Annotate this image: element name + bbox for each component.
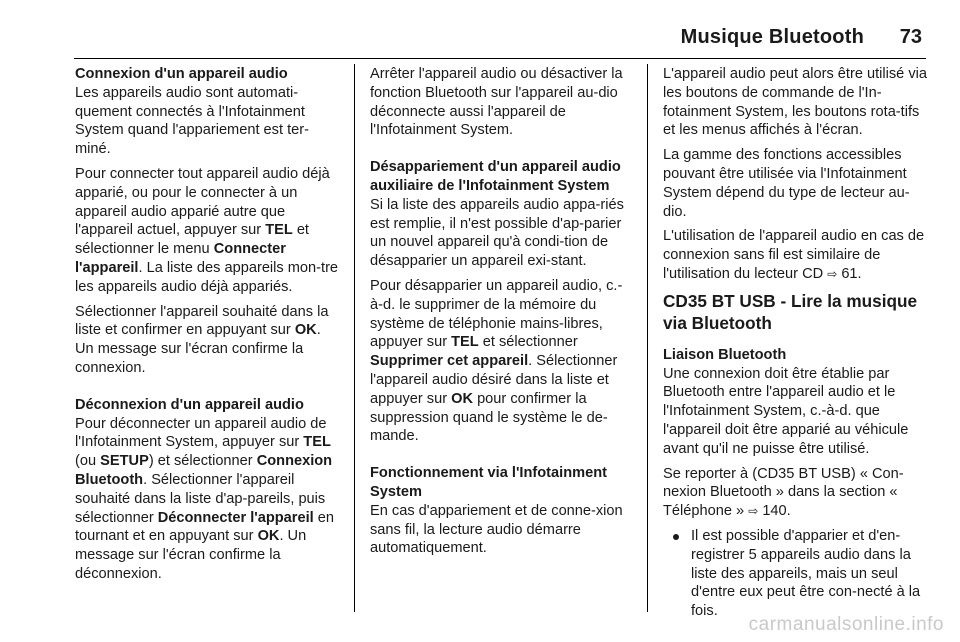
keyword: Supprimer cet appareil (370, 353, 529, 370)
section-heading-fonctionnement: Fonctionnement via l'Infotainment System (370, 465, 607, 500)
section-heading-liaison: Liaison Bluetooth (663, 346, 787, 363)
paragraph: Une connexion doit être établie par Bluetooth entre l'appareil audio et le l'Infotainment System, c.-à-d. que l'appareil doit être apparié au véhicule avant qu'il ne puisse être utilisé. (663, 365, 909, 457)
paragraph: Sélectionner l'appareil souhaité dans la liste et confirmer en appuyant sur OK. Un message sur l'écran confirme la connexion. (75, 303, 329, 376)
keyword: SETUP (100, 453, 149, 470)
paragraph: Arrêter l'appareil audio ou désactiver la fonction Bluetooth sur l'appareil au-dio déconnecte aussi l'appareil de l'Infotainment System. (370, 66, 623, 139)
header-divider (74, 58, 926, 59)
page-reference-arrow-icon: ⇨ (827, 266, 838, 281)
paragraph: Pour connecter tout appareil audio déjà apparié, ou pour le connecter à un appareil audio apparié autre que l'appareil actuel, appuyer sur TEL et sélectionner le menu Connecter l'appareil. La liste des appareils mon-tre les appareils audio déjà appariés. (75, 165, 339, 295)
keyword: Connexion Bluetooth (75, 453, 333, 488)
keyword: TEL (451, 334, 479, 351)
paragraph: Se reporter à (CD35 BT USB) « Con-nexion Bluetooth » dans la section « Téléphone » ⇨ 140. (663, 465, 904, 520)
paragraph: L'appareil audio peut alors être utilisé via les boutons de commande de l'In-fotainment System, les boutons rota-tifs et les menus affichés à l'écran. (663, 66, 928, 139)
keyword: Connecter l'appareil (75, 241, 286, 276)
section-heading-deconnexion: Déconnexion d'un appareil audio (75, 396, 304, 413)
column-1 (75, 65, 343, 590)
section-heading-connexion: Connexion d'un appareil audio (75, 66, 288, 82)
column-divider-1 (354, 64, 355, 612)
chapter-heading: CD35 BT USB - Lire la musique via Bluetooth (663, 290, 918, 333)
page-reference-arrow-icon: ⇨ (748, 504, 759, 519)
keyword: OK (294, 322, 317, 339)
keyword: TEL (265, 222, 293, 239)
paragraph: L'utilisation de l'appareil audio en cas de connexion sans fil est similaire de l'utilisation du lecteur CD ⇨ 61. (663, 228, 925, 282)
bullet-icon (673, 534, 679, 540)
paragraph: Les appareils audio sont automati-quement connectés à l'Infotainment System quand l'appariement est ter-miné. (75, 84, 309, 158)
section-heading-desappariement: Désappariement d'un appareil audio auxiliaire de l'Infotainment System (370, 159, 621, 194)
list-item: Il est possible d'apparier et d'en-registrer 5 appareils audio dans la liste des appareils, mais un seul d'entre eux peut être con-necté à la fois. (663, 527, 928, 621)
page-title: Musique Bluetooth (680, 26, 864, 48)
column-divider-2 (647, 64, 648, 612)
page-number: 73 (899, 26, 922, 48)
keyword: OK (451, 390, 474, 407)
paragraph: Pour désapparier un appareil audio, c.-à-d. le supprimer de la mémoire du système de téléphonie mains-libres, appuyer sur TEL et sélectionner Supprimer cet appareil. Sélectionner l'appareil audio désiré dans la liste et appuyer sur OK pour confirmer la suppression quand le système le de-mande. (370, 277, 623, 445)
keyword: Déconnecter l'appareil (157, 509, 314, 526)
column-3 (663, 65, 928, 621)
paragraph: Si la liste des appareils audio appa-riés est remplie, il n'est possible d'ap-parier un nouvel appareil qu'à condi-tion de désapparier un appareil exi-stant. (370, 196, 624, 270)
keyword: TEL (303, 434, 331, 451)
paragraph: Pour déconnecter un appareil audio de l'Infotainment System, appuyer sur TEL (ou SETUP) et sélectionner Connexion Bluetooth. Sélectionner l'appareil souhaité dans la liste d'ap-pareils, puis sélectionner Déconnecter l'appareil en tournant et en appuyant sur OK. Un message sur l'écran confirme la déconnexion. (75, 415, 334, 582)
watermark: carmanualsonline.info (748, 614, 944, 635)
column-2 (370, 65, 634, 564)
page-header (0, 26, 960, 56)
paragraph: La gamme des fonctions accessibles pouvant être utilisée via l'Infotainment System dépend du type de lecteur au-dio. (663, 147, 910, 220)
keyword: OK (257, 528, 280, 545)
paragraph: En cas d'appariement et de conne-xion sans fil, la lecture audio démarre automatiquement. (370, 502, 623, 557)
